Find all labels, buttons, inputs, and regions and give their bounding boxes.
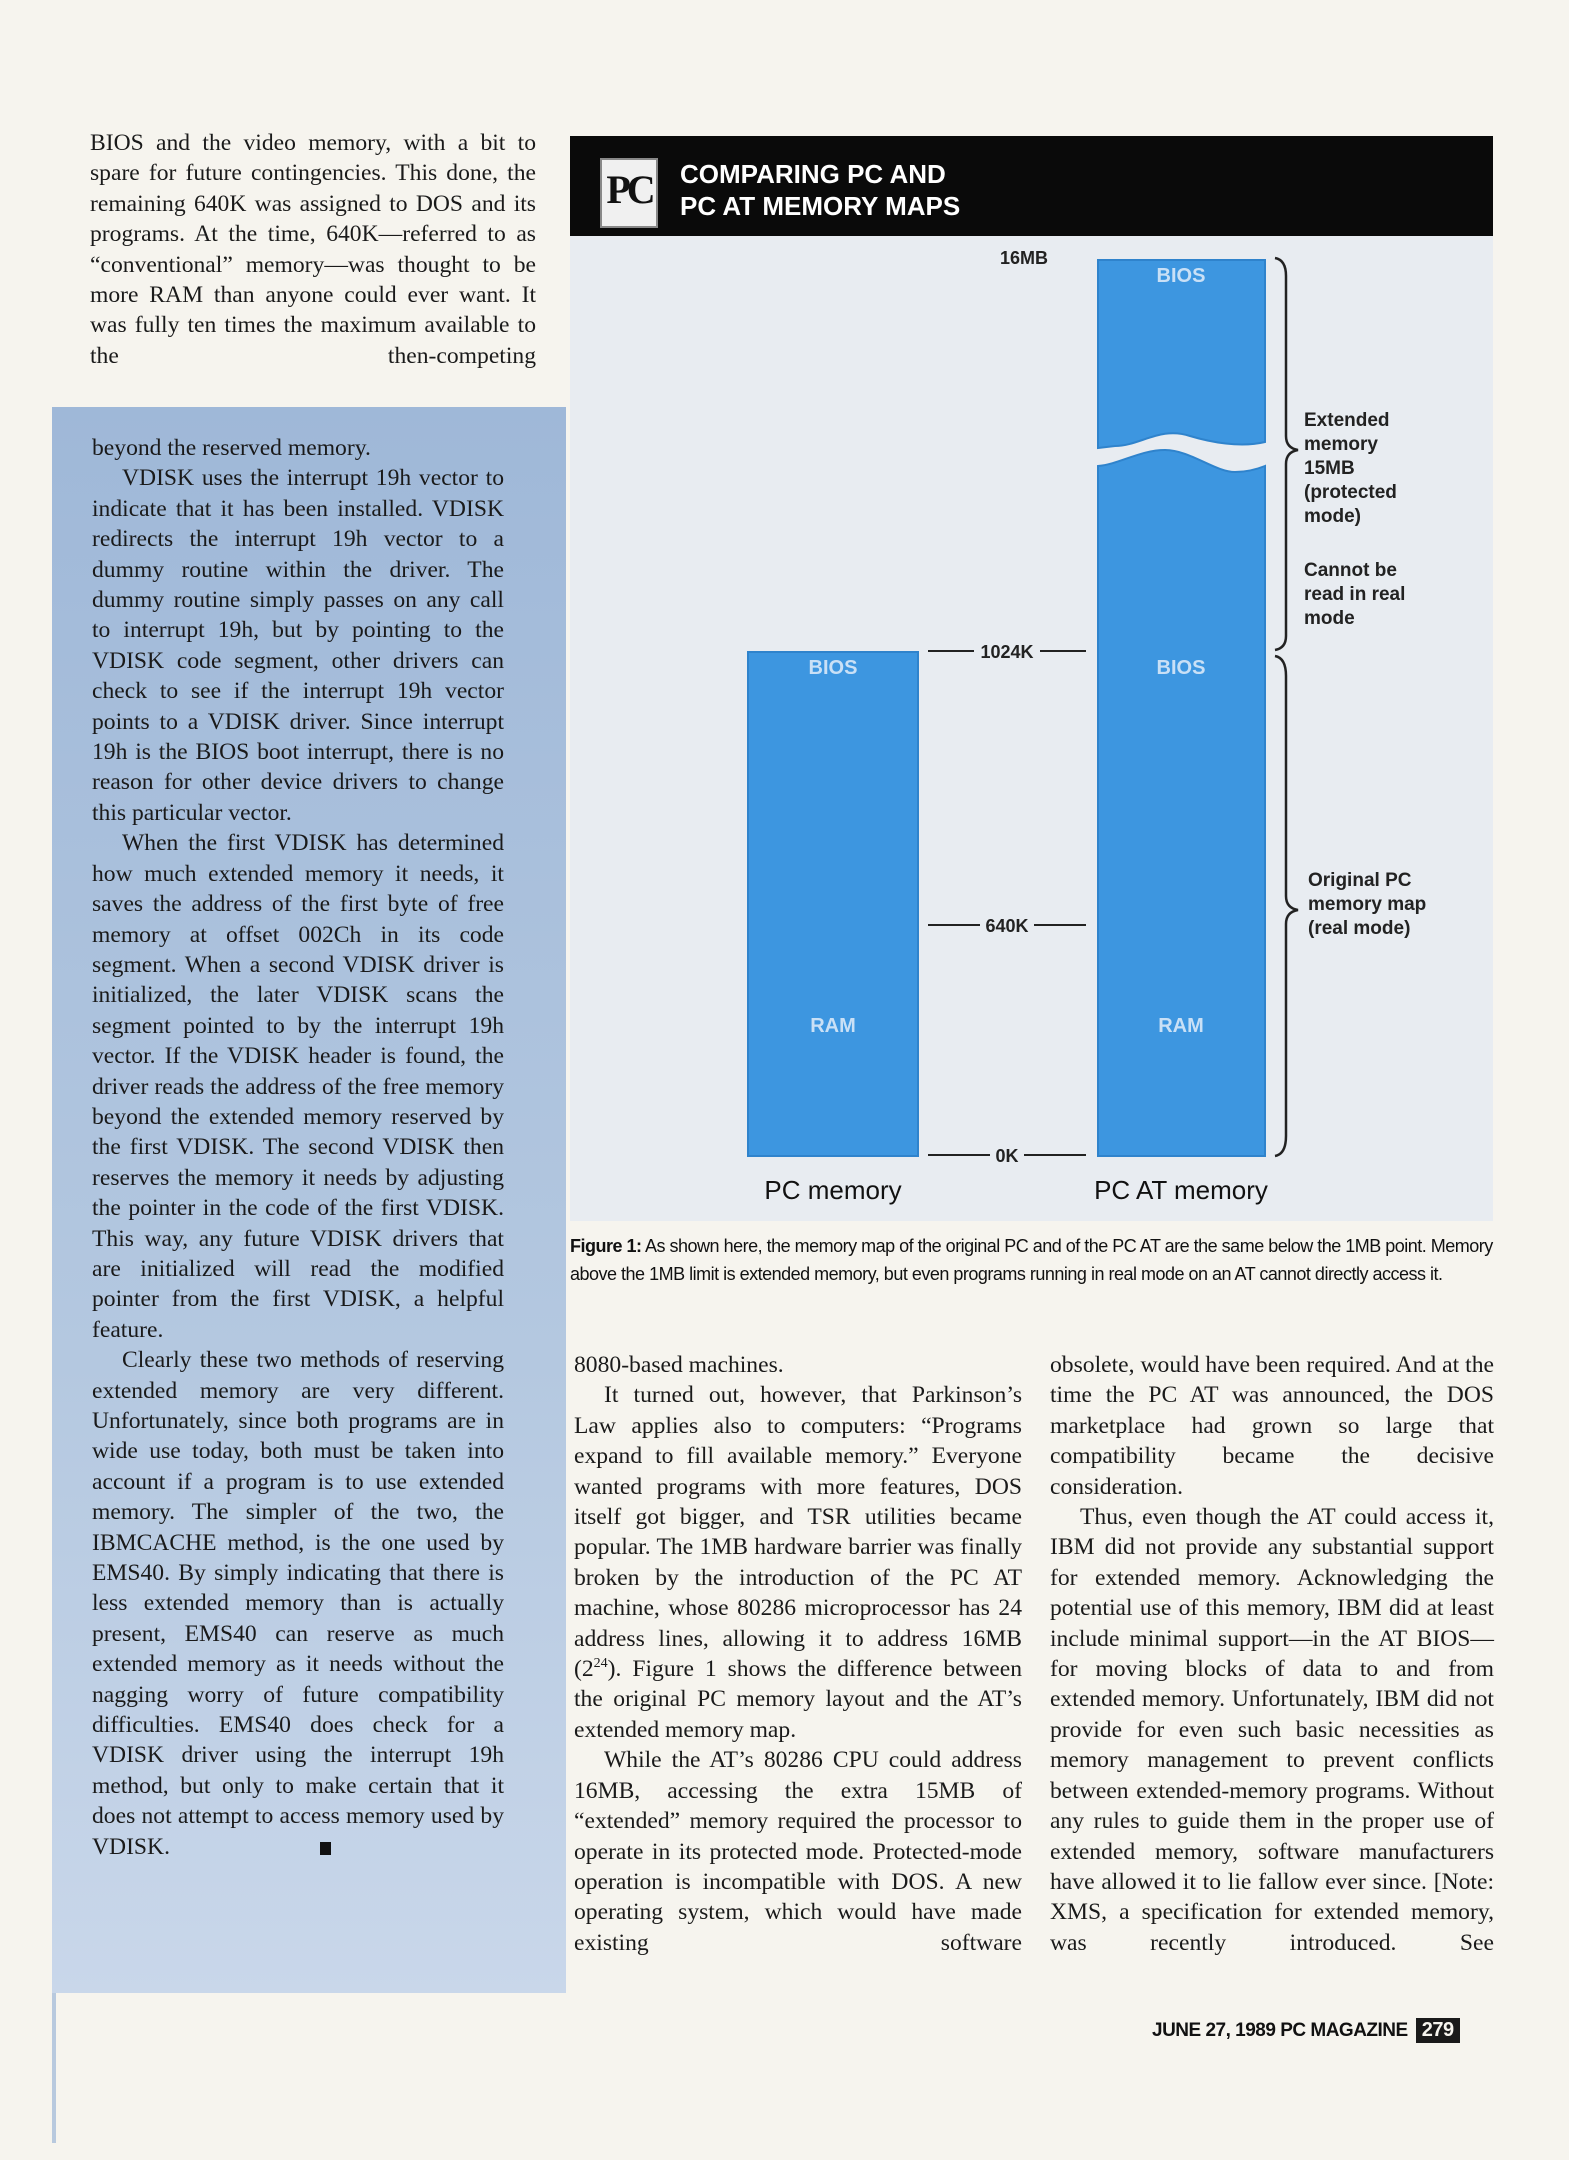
page-number: 279: [1416, 2018, 1460, 2043]
annotation-line: 15MB: [1304, 458, 1355, 479]
annotation-line: (real mode): [1308, 918, 1411, 939]
pc-at-extended-upper-bar: [1098, 260, 1265, 448]
annotation-cannot-read: [1304, 560, 1411, 629]
figure-caption-text: As shown here, the memory map of the original PC and of the PC AT are the same below the 1MB point. Memory above the 1MB limit is extended memory, but even programs running in real mode on an AT cannot directly access it.: [570, 1236, 1493, 1284]
footer-date-publication: JUNE 27, 1989 PC MAGAZINE: [1152, 2020, 1408, 2041]
pc-at-ram-label: RAM: [1158, 1015, 1204, 1037]
annotation-line: Extended: [1304, 410, 1390, 431]
brace-extended: [1275, 258, 1298, 650]
pc-bios-label: BIOS: [808, 657, 858, 679]
pc-magazine-logo-icon: PC: [600, 158, 658, 228]
memory-map-diagram: [570, 236, 1493, 1221]
sidebar-paragraph: When the first VDISK has determined how much extended memory it needs, it saves the address of the first byte of free memory at offset 002Ch in its code segment. When a second VDISK driver is initialized, the later VDISK scans the segment pointed to by the interrupt 19h vector. If the VDISK header is found, the driver reads the address of the free memory beyond the extended memory reserved by the first VDISK. The second VDISK then reserves the memory it needs by adjusting the pointer in the code of the first VDISK. This way, any future VDISK drivers that are initialized will read the modified pointer from the first VDISK, a helpful feature.: [92, 830, 504, 1343]
annotation-extended-memory: [1304, 410, 1402, 527]
main-column-1: [574, 1350, 1022, 1958]
main-paragraph: 8080-based machines.: [574, 1352, 784, 1378]
figure-header: [570, 136, 1493, 236]
intro-paragraph: BIOS and the video memory, with a bit to spare for future contingencies. This done, the remaining 640K was assigned to DOS and its programs. At the time, 640K—referred to as “conventional” memory—was thought to be more RAM than anyone could ever want. It was fully ten times the maximum available to the then-competing: [90, 130, 536, 369]
figure-title-line: COMPARING PC AND: [680, 159, 946, 189]
figure-title-line: PC AT MEMORY MAPS: [680, 191, 961, 221]
main-paragraph: Thus, even though the AT could access it, IBM did not provide any substantial support for extended memory. Acknowledging the potential use of this memory, IBM did at least include minimal support—in the AT BIOS—for moving blocks of data to and from extended memory. Unfortunately, IBM did not provide for even such basic necessities as memory management to prevent conflicts between extended-memory programs. Without any rules to guide them in the proper use of extended memory, software manufacturers have allowed it to lie fallow ever since. [Note: XMS, a specification for extended memory, was recently introduced. See: [1050, 1504, 1494, 1956]
main-paragraph: While the AT’s 80286 CPU could address 16MB, accessing the extra 15MB of “extended” memory required the processor to operate in its protected mode. Protected-mode operation is incompatible with DOS. A new operating system, which would have made existing software: [574, 1747, 1022, 1956]
pc-ram-label: RAM: [810, 1015, 856, 1037]
intro-column: [90, 128, 536, 371]
main-paragraph-text: ). Figure 1 shows the difference between the original PC memory layout and the AT’s extended memory map.: [574, 1656, 1022, 1743]
pc-at-bios-label: BIOS: [1156, 657, 1206, 679]
main-paragraph-text: It turned out, however, that Parkinson’s Law applies also to computers: “Programs expand to fill available memory.” Everyone wanted programs with more features, DOS itself got bigger, and TSR utilities became popular. The 1MB hardware barrier was finally broken by the introduction of the PC AT machine, whose 80286 microprocessor has 24 address lines, allowing it to address 16MB (2: [574, 1382, 1022, 1683]
page-footer: [1152, 2018, 1460, 2043]
marker-16mb: 16MB: [999, 248, 1049, 268]
marker-1024k: 1024K: [980, 642, 1034, 662]
superscript-exponent: 24: [593, 1656, 608, 1672]
annotation-line: Original PC: [1308, 870, 1412, 891]
annotation-line: memory: [1304, 434, 1378, 455]
sidebar-column: [92, 433, 504, 1862]
brace-original: [1275, 656, 1298, 1156]
pc-at-extended-bios-label: BIOS: [1156, 265, 1206, 287]
figure-caption-label: Figure 1:: [570, 1236, 642, 1256]
sidebar-paragraph: [92, 1345, 504, 1862]
pc-memory-bar: [748, 652, 918, 1156]
annotation-original-pc: [1308, 870, 1432, 939]
sidebar-paragraph: beyond the reserved memory.: [92, 435, 371, 461]
annotation-line: mode): [1304, 506, 1361, 527]
main-paragraph: obsolete, would have been required. And at the time the PC AT was announced, the DOS marketplace had grown so large that compatibility became the decisive consideration.: [1050, 1352, 1494, 1500]
main-paragraph: [574, 1380, 1022, 1745]
category-pc-at-memory: PC AT memory: [1094, 1175, 1268, 1205]
annotation-line: Cannot be: [1304, 560, 1397, 581]
figure-title: [680, 158, 1180, 222]
figure-caption: [570, 1232, 1493, 1288]
annotation-line: memory map: [1308, 894, 1427, 915]
marker-0k: 0K: [995, 1146, 1019, 1166]
pc-at-memory-bar: [1098, 450, 1265, 1156]
annotation-line: mode: [1304, 608, 1355, 629]
annotation-line: read in real: [1304, 584, 1406, 605]
sidebar-edge: [52, 1993, 56, 2143]
category-pc-memory: PC memory: [764, 1175, 902, 1205]
end-of-article-mark: [320, 1842, 331, 1855]
sidebar-paragraph-text: Clearly these two methods of reserving extended memory are very different. Unfortunately, since both programs are in wide use today, both must be taken into account if a program is to use extended memory. The simpler of the two, the IBMCACHE method, is the one used by EMS40. By simply indicating that there is less extended memory than is actually present, EMS40 can reserve as much extended memory as it needs without the nagging worry of future compatibility difficulties. EMS40 does check for a VDISK driver using the interrupt 19h method, but only to make certain that it does not attempt to access memory used by VDISK.: [92, 1347, 504, 1860]
marker-640k: 640K: [985, 916, 1029, 936]
main-column-2: [1050, 1350, 1494, 1958]
sidebar-paragraph: VDISK uses the interrupt 19h vector to indicate that it has been installed. VDISK redirects the interrupt 19h vector to a dummy routine within the driver. The dummy routine simply passes on any call to interrupt 19h, but by pointing to the VDISK code segment, other drivers can check to see if the interrupt 19h vector points to a VDISK driver. Since interrupt 19h is the BIOS boot interrupt, there is no reason for other device drivers to change this particular vector.: [92, 465, 504, 826]
annotation-line: (protected: [1304, 482, 1397, 503]
